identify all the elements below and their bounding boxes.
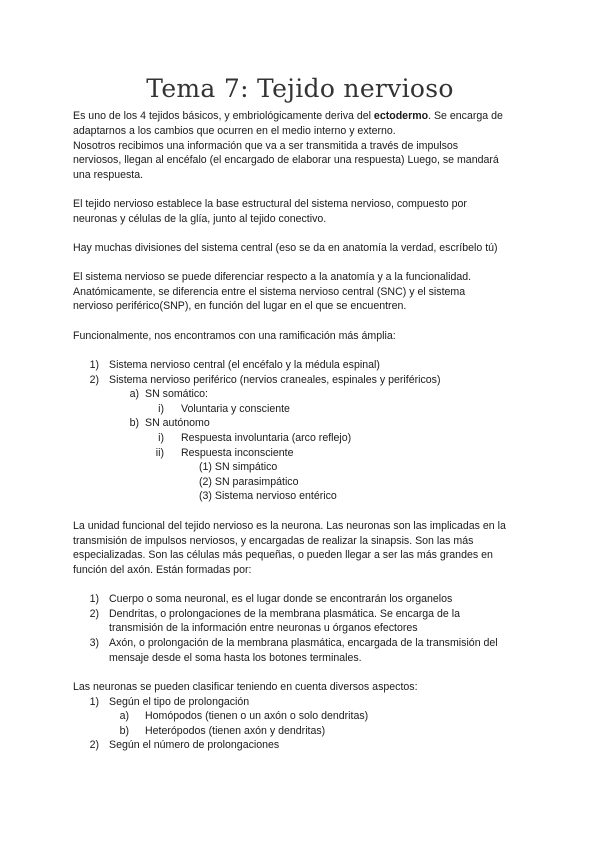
list-marker: 1) <box>89 696 99 708</box>
list-item: Según el número de prolongaciones <box>109 739 280 751</box>
list-marker: 2) <box>89 374 99 386</box>
list-marker: b) <box>129 417 139 429</box>
list-item: Según el tipo de prolongación <box>109 696 250 708</box>
list-item: (1) SN simpático <box>199 461 278 473</box>
list-marker: 1) <box>89 593 99 605</box>
paragraph-2-line-1: El tejido nervioso establece la base estructural del sistema nervioso, compuesto por <box>73 198 467 210</box>
paragraph-7: Las neuronas se pueden clasificar teniendo en cuenta diversos aspectos: <box>73 681 418 693</box>
list-marker: 1) <box>89 359 99 371</box>
paragraph-4-line-2: Anatómicamente, se diferencia entre el sistema nervioso central (SNC) y el sistema <box>73 286 466 298</box>
list-item: SN autónomo <box>145 417 210 429</box>
paragraph-1-line-3: Nosotros recibimos una información que va a ser transmitida a través de impulsos <box>73 140 459 152</box>
list-item: Respuesta inconsciente <box>181 447 294 459</box>
paragraph-1-line-1 <box>73 109 503 124</box>
list-marker: a) <box>129 388 139 400</box>
list-item-continued: transmisión de la información entre neuronas u órganos efectores <box>109 622 418 634</box>
list-item: SN somático: <box>145 388 208 400</box>
list-item-continued: mensaje desde el soma hasta los botones terminales. <box>109 652 362 664</box>
list-marker: 2) <box>89 608 99 620</box>
list-marker: ii) <box>155 447 164 459</box>
list-marker: i) <box>158 403 164 415</box>
paragraph-5: Funcionalmente, nos encontramos con una ramificación más ámplia: <box>73 330 396 342</box>
paragraph-1-line-5: una respuesta. <box>73 169 144 181</box>
list-item: Sistema nervioso periférico (nervios craneales, espinales y periféricos) <box>109 374 441 386</box>
paragraph-1-line-4: nerviosos, llegan al encéfalo (el encargado de elaborar una respuesta) Luego, se mandará <box>73 154 499 166</box>
paragraph-6-line-2: transmisión de impulsos nerviosos, y encargadas de realizar la sinapsis. Son las más <box>73 535 474 547</box>
list-marker: b) <box>119 725 129 737</box>
list-item: Respuesta involuntaria (arco reflejo) <box>181 432 352 444</box>
list-marker: i) <box>158 432 164 444</box>
list-item: Heterópodos (tienen axón y dendritas) <box>145 725 326 737</box>
paragraph-1-line-2: adaptarnos a los cambios que ocurren en el medio interno y externo. <box>73 125 396 137</box>
paragraph-3: Hay muchas divisiones del sistema central (eso se da en anatomía la verdad, escríbelo tú) <box>73 242 498 254</box>
list-item: (3) Sistema nervioso entérico <box>199 490 337 502</box>
paragraph-4-line-3: nervioso periférico(SNP), en función del lugar en el que se encuentren. <box>73 300 407 312</box>
paragraph-6-line-1: La unidad funcional del tejido nervioso es la neurona. Las neuronas son las implicadas en la <box>73 520 506 532</box>
list-item: Homópodos (tienen o un axón o solo dendritas) <box>145 710 369 722</box>
list-item: Sistema nervioso central (el encéfalo y la médula espinal) <box>109 359 380 371</box>
list-marker: a) <box>119 710 129 722</box>
paragraph-6-line-4: función del axón. Están formadas por: <box>73 564 252 576</box>
list-marker: 2) <box>89 739 99 751</box>
list-item: Axón, o prolongación de la membrana plasmática, encargada de la transmisión del <box>109 637 498 649</box>
paragraph-2-line-2: neuronas y células de la glía, junto al tejido conectivo. <box>73 213 327 225</box>
text-span: . Se encarga de <box>428 110 503 122</box>
paragraph-6-line-3: especializadas. Son las células más pequeñas, o pueden llegar a ser las más grandes en <box>73 549 493 561</box>
bold-term: ectodermo <box>373 110 429 122</box>
list-item: Cuerpo o soma neuronal, es el lugar donde se encontrarán los organelos <box>109 593 453 605</box>
list-item: Voluntaria y consciente <box>181 403 290 415</box>
list-marker: 3) <box>89 637 99 649</box>
paragraph-4-line-1: El sistema nervioso se puede diferenciar respecto a la anatomía y a la funcionalidad. <box>73 271 472 283</box>
page-title: Tema 7: Tejido nervioso <box>146 74 454 103</box>
text-span: Es uno de los 4 tejidos básicos, y embriológicamente deriva del <box>73 110 374 122</box>
list-item: Dendritas, o prolongaciones de la membrana plasmática. Se encarga de la <box>109 608 460 620</box>
list-item: (2) SN parasimpático <box>199 476 299 488</box>
